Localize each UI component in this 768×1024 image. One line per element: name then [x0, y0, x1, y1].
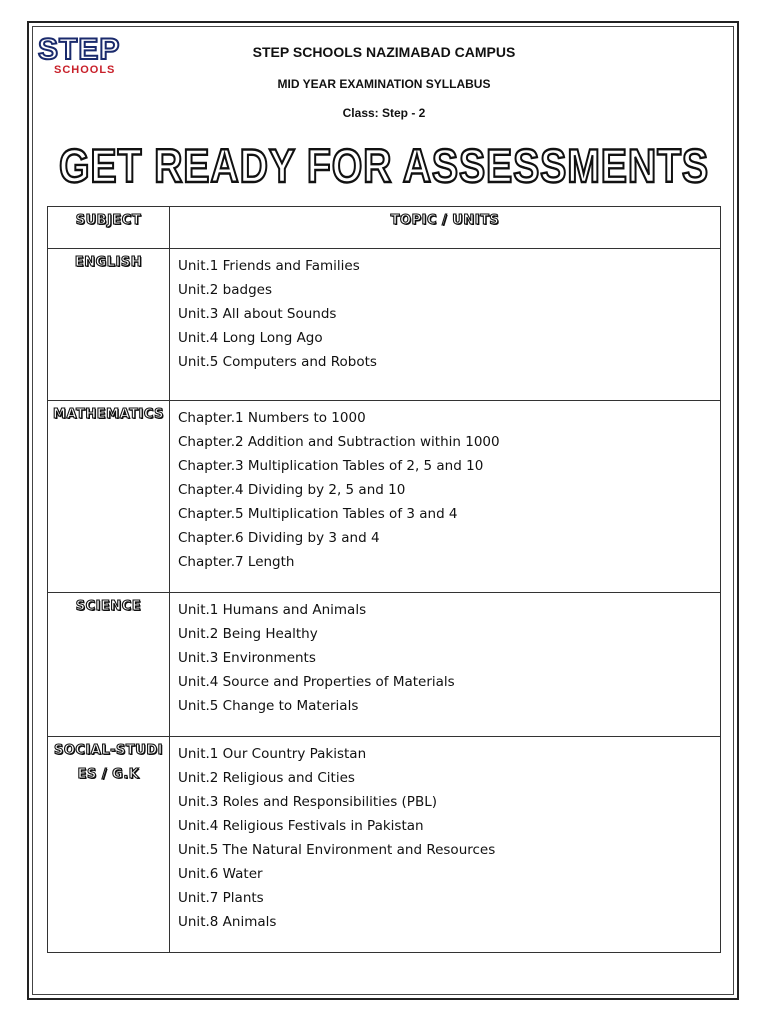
list-item: Unit.8 Animals: [178, 914, 277, 930]
list-item: Chapter.2 Addition and Subtraction within 1000: [178, 434, 500, 450]
list-item: Unit.1 Our Country Pakistan: [178, 746, 367, 762]
list-item: Unit.4 Source and Properties of Materials: [178, 674, 455, 690]
list-item: Unit.4 Religious Festivals in Pakistan: [178, 818, 424, 834]
topics-cell: [170, 401, 721, 593]
list-item: Unit.2 Religious and Cities: [178, 770, 355, 786]
table-row-english: [48, 249, 721, 401]
assessment-banner: [56, 136, 712, 192]
topics-header-label: TOPIC / UNITS: [390, 213, 500, 228]
exam-title: MID YEAR EXAMINATION SYLLABUS: [277, 77, 491, 91]
subject-cell: [48, 737, 170, 953]
list-item: Chapter.3 Multiplication Tables of 2, 5 and 10: [178, 458, 484, 474]
list-item: Unit.5 The Natural Environment and Resources: [178, 842, 496, 858]
subject-column-header: [48, 207, 170, 249]
class-line: Class: Step - 2: [342, 106, 426, 120]
subject-label: ENGLISH: [74, 255, 143, 270]
list-item: Unit.2 Being Healthy: [178, 626, 318, 642]
topic-list: [171, 402, 719, 574]
list-item: Unit.3 All about Sounds: [178, 306, 337, 322]
topic-list: [171, 738, 719, 934]
list-item: Unit.5 Computers and Robots: [178, 354, 377, 370]
list-item: Unit.1 Humans and Animals: [178, 602, 367, 618]
banner-text: GET READY FOR ASSESSMENTS: [59, 139, 709, 192]
syllabus-table: [47, 206, 721, 953]
subject-cell: [48, 593, 170, 737]
topics-column-header: [170, 207, 721, 249]
table-row-mathematics: [48, 401, 721, 593]
list-item: Unit.4 Long Long Ago: [178, 330, 323, 346]
list-item: Unit.5 Change to Materials: [178, 698, 359, 714]
topics-cell: [170, 737, 721, 953]
list-item: Chapter.5 Multiplication Tables of 3 and 4: [178, 506, 458, 522]
table-header-row: [48, 207, 721, 249]
list-item: Unit.7 Plants: [178, 890, 264, 906]
subject-label: MATHEMATICS: [53, 407, 164, 422]
table-row-social-studies: [48, 737, 721, 953]
topics-cell: [170, 593, 721, 737]
list-item: Unit.1 Friends and Families: [178, 258, 360, 274]
logo-subtext: SCHOOLS: [54, 64, 116, 76]
logo-wordmark: STEP: [38, 33, 121, 66]
list-item: Chapter.7 Length: [178, 554, 295, 570]
subject-cell: [48, 249, 170, 401]
list-item: Unit.3 Environments: [178, 650, 316, 666]
list-item: Unit.6 Water: [178, 866, 263, 882]
list-item: Chapter.4 Dividing by 2, 5 and 10: [178, 482, 406, 498]
subject-cell: [48, 401, 170, 593]
topic-list: [171, 250, 719, 374]
subject-header-label: SUBJECT: [75, 213, 142, 228]
subject-label: SOCIAL-STUDIES / G.K: [54, 743, 163, 782]
list-item: Chapter.6 Dividing by 3 and 4: [178, 530, 380, 546]
school-name: STEP SCHOOLS NAZIMABAD CAMPUS: [252, 44, 516, 60]
list-item: Unit.2 badges: [178, 282, 272, 298]
list-item: Unit.3 Roles and Responsibilities (PBL): [178, 794, 437, 810]
table-row-science: [48, 593, 721, 737]
topic-list: [171, 594, 719, 718]
topics-cell: [170, 249, 721, 401]
list-item: Chapter.1 Numbers to 1000: [178, 410, 366, 426]
subject-label: SCIENCE: [75, 599, 142, 614]
